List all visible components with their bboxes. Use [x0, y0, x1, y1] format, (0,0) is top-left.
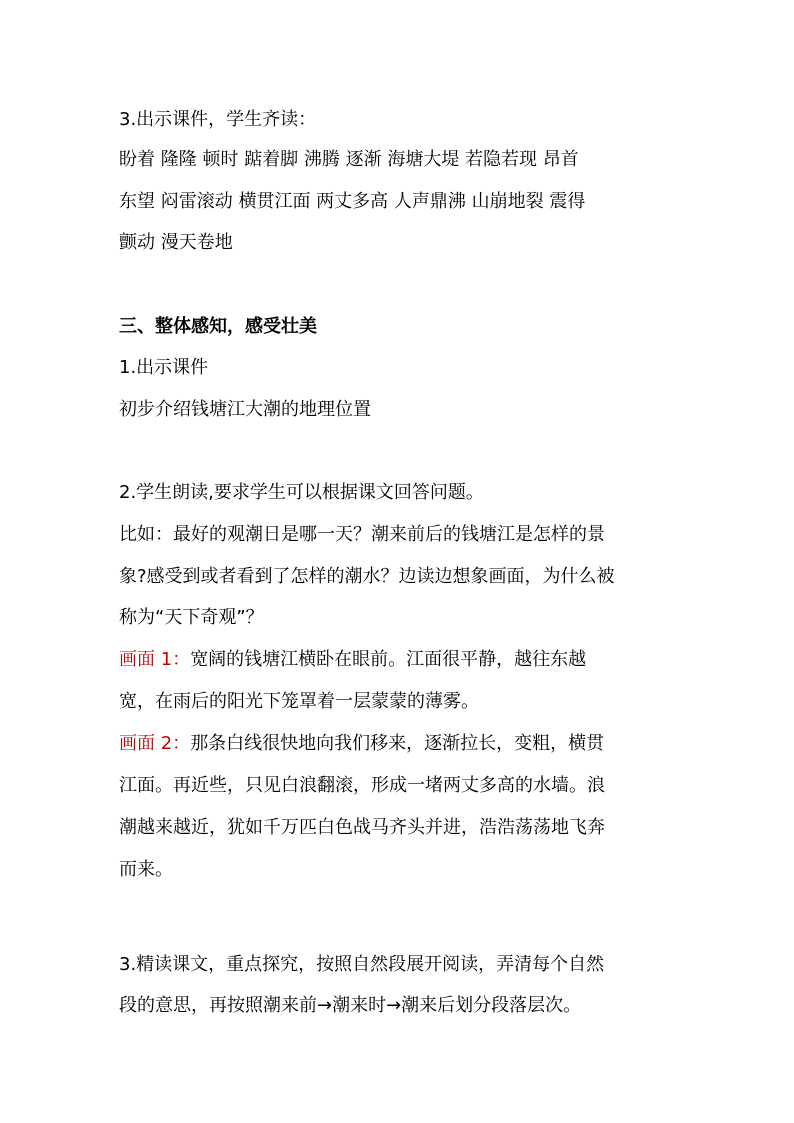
- scene-1-text: 宽阔的钱塘江横卧在眼前。江面很平静，越往东越: [190, 649, 587, 670]
- vocab-line-1: 盼着 隆隆 顿时 踮着脚 沸腾 逐渐 海塘大堤 若隐若现 昂首: [119, 149, 579, 170]
- scene-1-line-2: 宽，在雨后的阳光下笼罩着一层蒙蒙的薄雾。: [119, 691, 479, 712]
- section-heading: 三、整体感知，感受壮美: [119, 316, 317, 337]
- item-2-title: 2.学生朗读,要求学生可以根据课文回答问题。: [119, 482, 484, 503]
- item-3-line-1: 3.精读课文，重点探究，按照自然段展开阅读，弄清每个自然: [119, 954, 605, 975]
- scene-2-line-2: 江面。再近些，只见白浪翻滚，形成一堵两丈多高的水墙。浪: [119, 775, 605, 796]
- item-2-question-line-1: 比如：最好的观潮日是哪一天？潮来前后的钱塘江是怎样的景: [119, 524, 605, 545]
- scene-2-line-4: 而来。: [119, 859, 173, 880]
- item-2-question-line-3: 称为“天下奇观”？: [119, 607, 264, 628]
- item-1-text: 初步介绍钱塘江大潮的地理位置: [119, 399, 371, 420]
- vocab-line-2: 东望 闷雷滚动 横贯江面 两丈多高 人声鼎沸 山崩地裂 震得: [119, 191, 586, 212]
- vocab-line-3: 颤动 漫天卷地: [119, 232, 233, 253]
- scene-2-line-1: [119, 731, 604, 757]
- scene-1-label: 画面 1：: [119, 649, 191, 670]
- item-1-title: 1.出示课件: [119, 357, 209, 378]
- item-3-line-2: 段的意思，再按照潮来前→潮来时→潮来后划分段落层次。: [119, 995, 582, 1016]
- scene-2-line-3: 潮越来越近，犹如千万匹白色战马齐头并进，浩浩荡荡地飞奔: [119, 817, 605, 838]
- item-2-question-line-2: 象?感受到或者看到了怎样的潮水？边读边想象画面，为什么被: [119, 566, 615, 587]
- scene-1-line-1: [119, 647, 586, 673]
- scene-2-text: 那条白线很快地向我们移来，逐渐拉长，变粗，横贯: [190, 733, 605, 754]
- scene-2-label: 画面 2：: [119, 733, 191, 754]
- vocab-intro: 3.出示课件，学生齐读：: [119, 109, 317, 130]
